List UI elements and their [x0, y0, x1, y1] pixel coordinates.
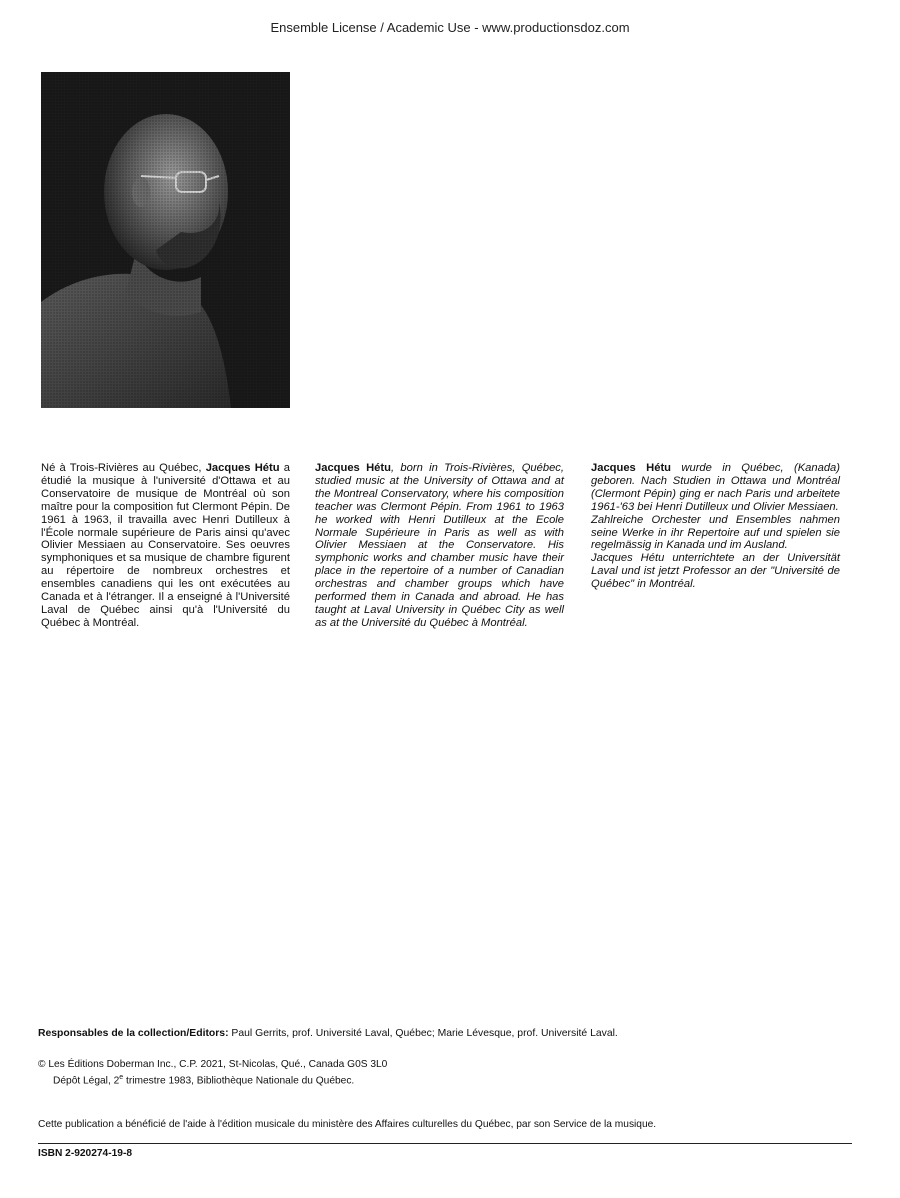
- copyright-line-2: [38, 1071, 387, 1087]
- biography-english: [315, 462, 564, 630]
- legal-deposit-sup: e: [119, 1074, 124, 1081]
- footer-divider: [38, 1143, 852, 1144]
- bio-fr-name: Jacques Hétu: [205, 462, 280, 474]
- isbn: ISBN 2-920274-19-8: [38, 1148, 133, 1159]
- bio-de-p3: Jacques Hétu unterrichtete an der Universität Laval und ist jetzt Professor an der "Université de Québec" in Montréal.: [591, 552, 840, 591]
- editors-text: Paul Gerrits, prof. Université Laval, Québec; Marie Lévesque, prof. Université Laval.: [228, 1028, 618, 1039]
- bio-de-name: Jacques Hétu: [591, 462, 672, 474]
- biography-german: [591, 462, 840, 591]
- bio-en-text: , born in Trois-Rivières, Québec, studied music at the University of Ottawa and at the Montreal Conservatory, where his composition teacher was Clermont Pépin. From 1961 to 1963 he worked with Henri Dutilleux at the Ecole Normale Supérieure in Paris as well as with Olivier Messiaen at the Conservatore. His symphonic works and chamber music have their place in the repertoire of a number of Canadian orchestras and chamber groups which have performed them in Canada and abroad. He has taught at Laval University in Québec City as well as at the Université du Québec à Montréal.: [315, 462, 565, 629]
- bio-fr-text: a étudié la musique à l'université d'Ottawa et au Conservatoire de musique de Montréal où son maître pour la composition fut Clermont Pépin. De 1961 à 1963, il travailla avec Henri Dutilleux à l'École normale supérieure de Paris ainsi qu'avec Olivier Messiaen au Conservatoire. Ses oeuvres symphoniques et sa musique de chambre figurent au répertoire de nombreux orchestres et ensembles canadiens qui les ont exécutées au Canada et à l'étranger. Il a enseigné à l'Université Laval de Québec ainsi qu'à l'Université du Québec à Montréal.: [41, 462, 290, 629]
- bio-de-p1: wurde in Québec, (Kanada) geboren. Nach Studien in Ottawa und Montréal (Clermont Pépin) ging er nach Paris und arbeitete 1961-'63 bei Henri Dutilleux und Olivier Messiaen.: [591, 462, 840, 513]
- bio-en-name: Jacques Hétu: [315, 462, 391, 474]
- bio-fr-lead: Né à Trois-Rivières au Québec,: [41, 462, 206, 474]
- legal-deposit-b: trimestre 1983, Bibliothèque Nationale du Québec.: [123, 1075, 355, 1087]
- funding-note: Cette publication a bénéficié de l'aide à l'édition musicale du ministère des Affaires culturelles du Québec, par son Service de la musique.: [38, 1119, 657, 1130]
- editors-label: Responsables de la collection/Editors:: [38, 1028, 229, 1039]
- biography-french: [41, 462, 290, 630]
- legal-deposit-a: Dépôt Légal, 2: [53, 1075, 120, 1087]
- composer-photo: [41, 72, 290, 408]
- editors-line: [38, 1028, 618, 1039]
- copyright-block: [38, 1058, 387, 1087]
- portrait-image: [41, 72, 290, 408]
- copyright-line-1: © Les Éditions Doberman Inc., C.P. 2021, St-Nicolas, Qué., Canada G0S 3L0: [38, 1059, 388, 1070]
- bio-de-p2: Zahlreiche Orchester und Ensembles nahmen seine Werke in ihr Repertoire auf und spielen sie regelmässig in Kanada und im Ausland.: [591, 513, 840, 552]
- license-header: Ensemble License / Academic Use - www.productionsdoz.com: [270, 20, 630, 35]
